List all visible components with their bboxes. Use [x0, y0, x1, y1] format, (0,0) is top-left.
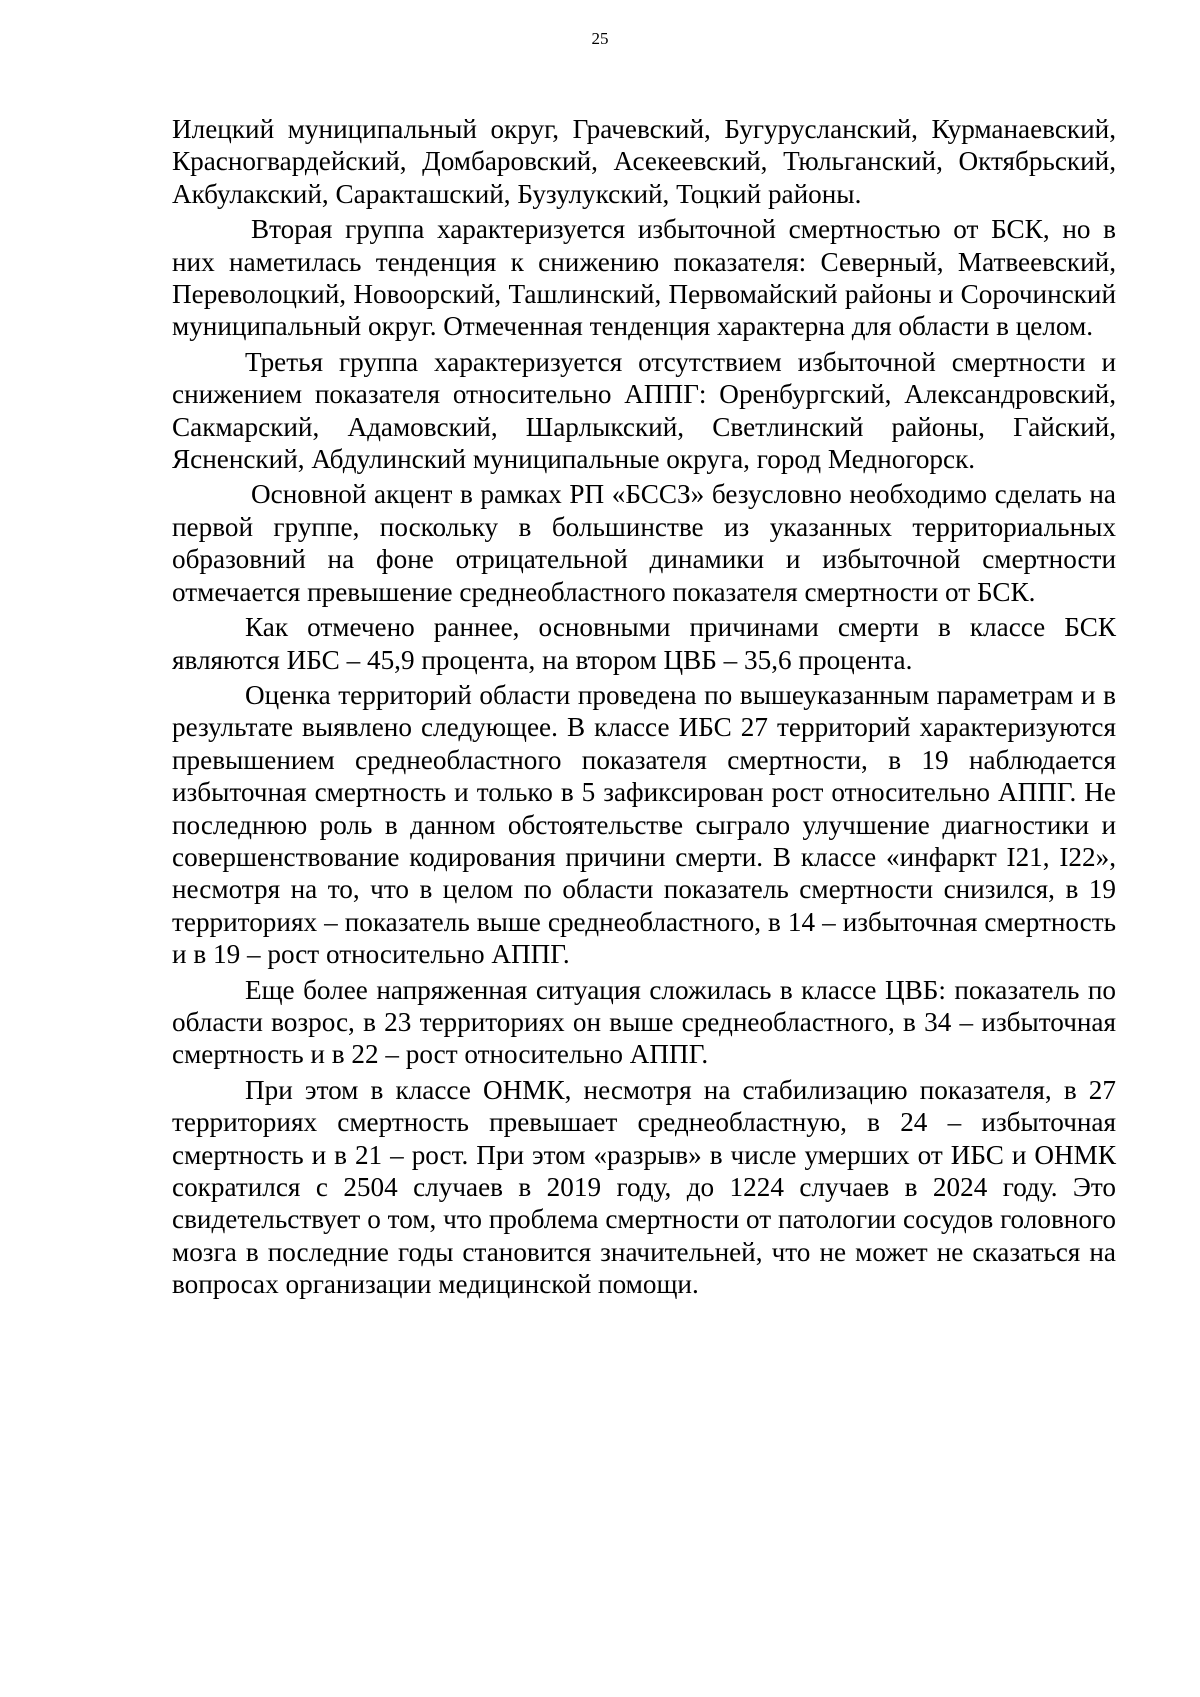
page-number: 25: [591, 29, 609, 48]
paragraph-stroke-class: При этом в классе ОНМК, несмотря на стабилизацию показателя, в 27 территориях смертность превышает среднеобластную, в 24 – избыточная смертность и в 21 – рост. При этом «разрыв» в числе умерших от ИБС и ОНМК сократился с 2504 случаев в 2019 году, до 1224 случаев в 2024 году. Это свидетельствует о том, что проблема смертности от патологии сосудов головного мозга в последние годы становится значительней, что не может не сказаться на вопросах организации медицинской помощи.: [172, 1074, 1116, 1300]
paragraph-second-group: Вторая группа характеризуется избыточной смертностью от БСК, но в них наметилась тенденция к снижению показателя: Северный, Матвеевский, Переволоцкий, Новоорский, Ташлинский, Первомайский районы и Сорочинский муниципальный округ. Отмеченная тенденция характерна для области в целом.: [172, 214, 1116, 342]
paragraph-third-group: Третья группа характеризуется отсутствием избыточной смертности и снижением показателя относительно АППГ: Оренбургский, Александровский, Сакмарский, Адамовский, Шарлыкский, Светлинский районы, Гайский, Ясненский, Абдулинский муниципальные округа, город Медногорск.: [172, 346, 1116, 475]
paragraph-district-list: Илецкий муниципальный округ, Грачевский, Бугурусланский, Курманаевский, Красногвардейский, Домбаровский, Асекеевский, Тюльганский, Октябрьский, Акбулакский, Саракташский, Бузулукский, Тоцкий районы.: [172, 114, 1116, 209]
paragraph-main-causes: Как отмечено раннее, основными причинами смерти в классе БСК являются ИБС – 45,9 процента, на втором ЦВБ – 35,6 процента.: [172, 612, 1116, 675]
paragraph-territory-assessment: Оценка территорий области проведена по вышеуказанным параметрам и в результате выявлено следующее. В классе ИБС 27 территорий характеризуются превышением среднеобластного показателя смертности, в 19 наблюдается избыточная смертность и только в 5 зафиксирован рост относительно АППГ. Не последнюю роль в данном обстоятельстве сыграло улучшение диагностики и совершенствование кодирования причини смерти. В классе «инфаркт I21, I22», несмотря на то, что в целом по области показатель смертности снизился, в 19 территориях – показатель выше среднеобластного, в 14 – избыточная смертность и в 19 – рост относительно АППГ.: [172, 679, 1116, 970]
document-body: [172, 113, 1116, 1304]
paragraph-main-focus: Основной акцент в рамках РП «БССЗ» безусловно необходимо сделать на первой группе, поскольку в большинстве из указанных территориальных образовний на фоне отрицательной динамики и избыточной смертности отмечается превышение среднеобластного показателя смертности от БСК.: [172, 479, 1116, 607]
paragraph-cvd-situation: Еще более напряженная ситуация сложилась в классе ЦВБ: показатель по области возрос, в 23 территориях он выше среднеобластного, в 34 – избыточная смертность и в 22 – рост относительно АППГ.: [172, 974, 1116, 1070]
